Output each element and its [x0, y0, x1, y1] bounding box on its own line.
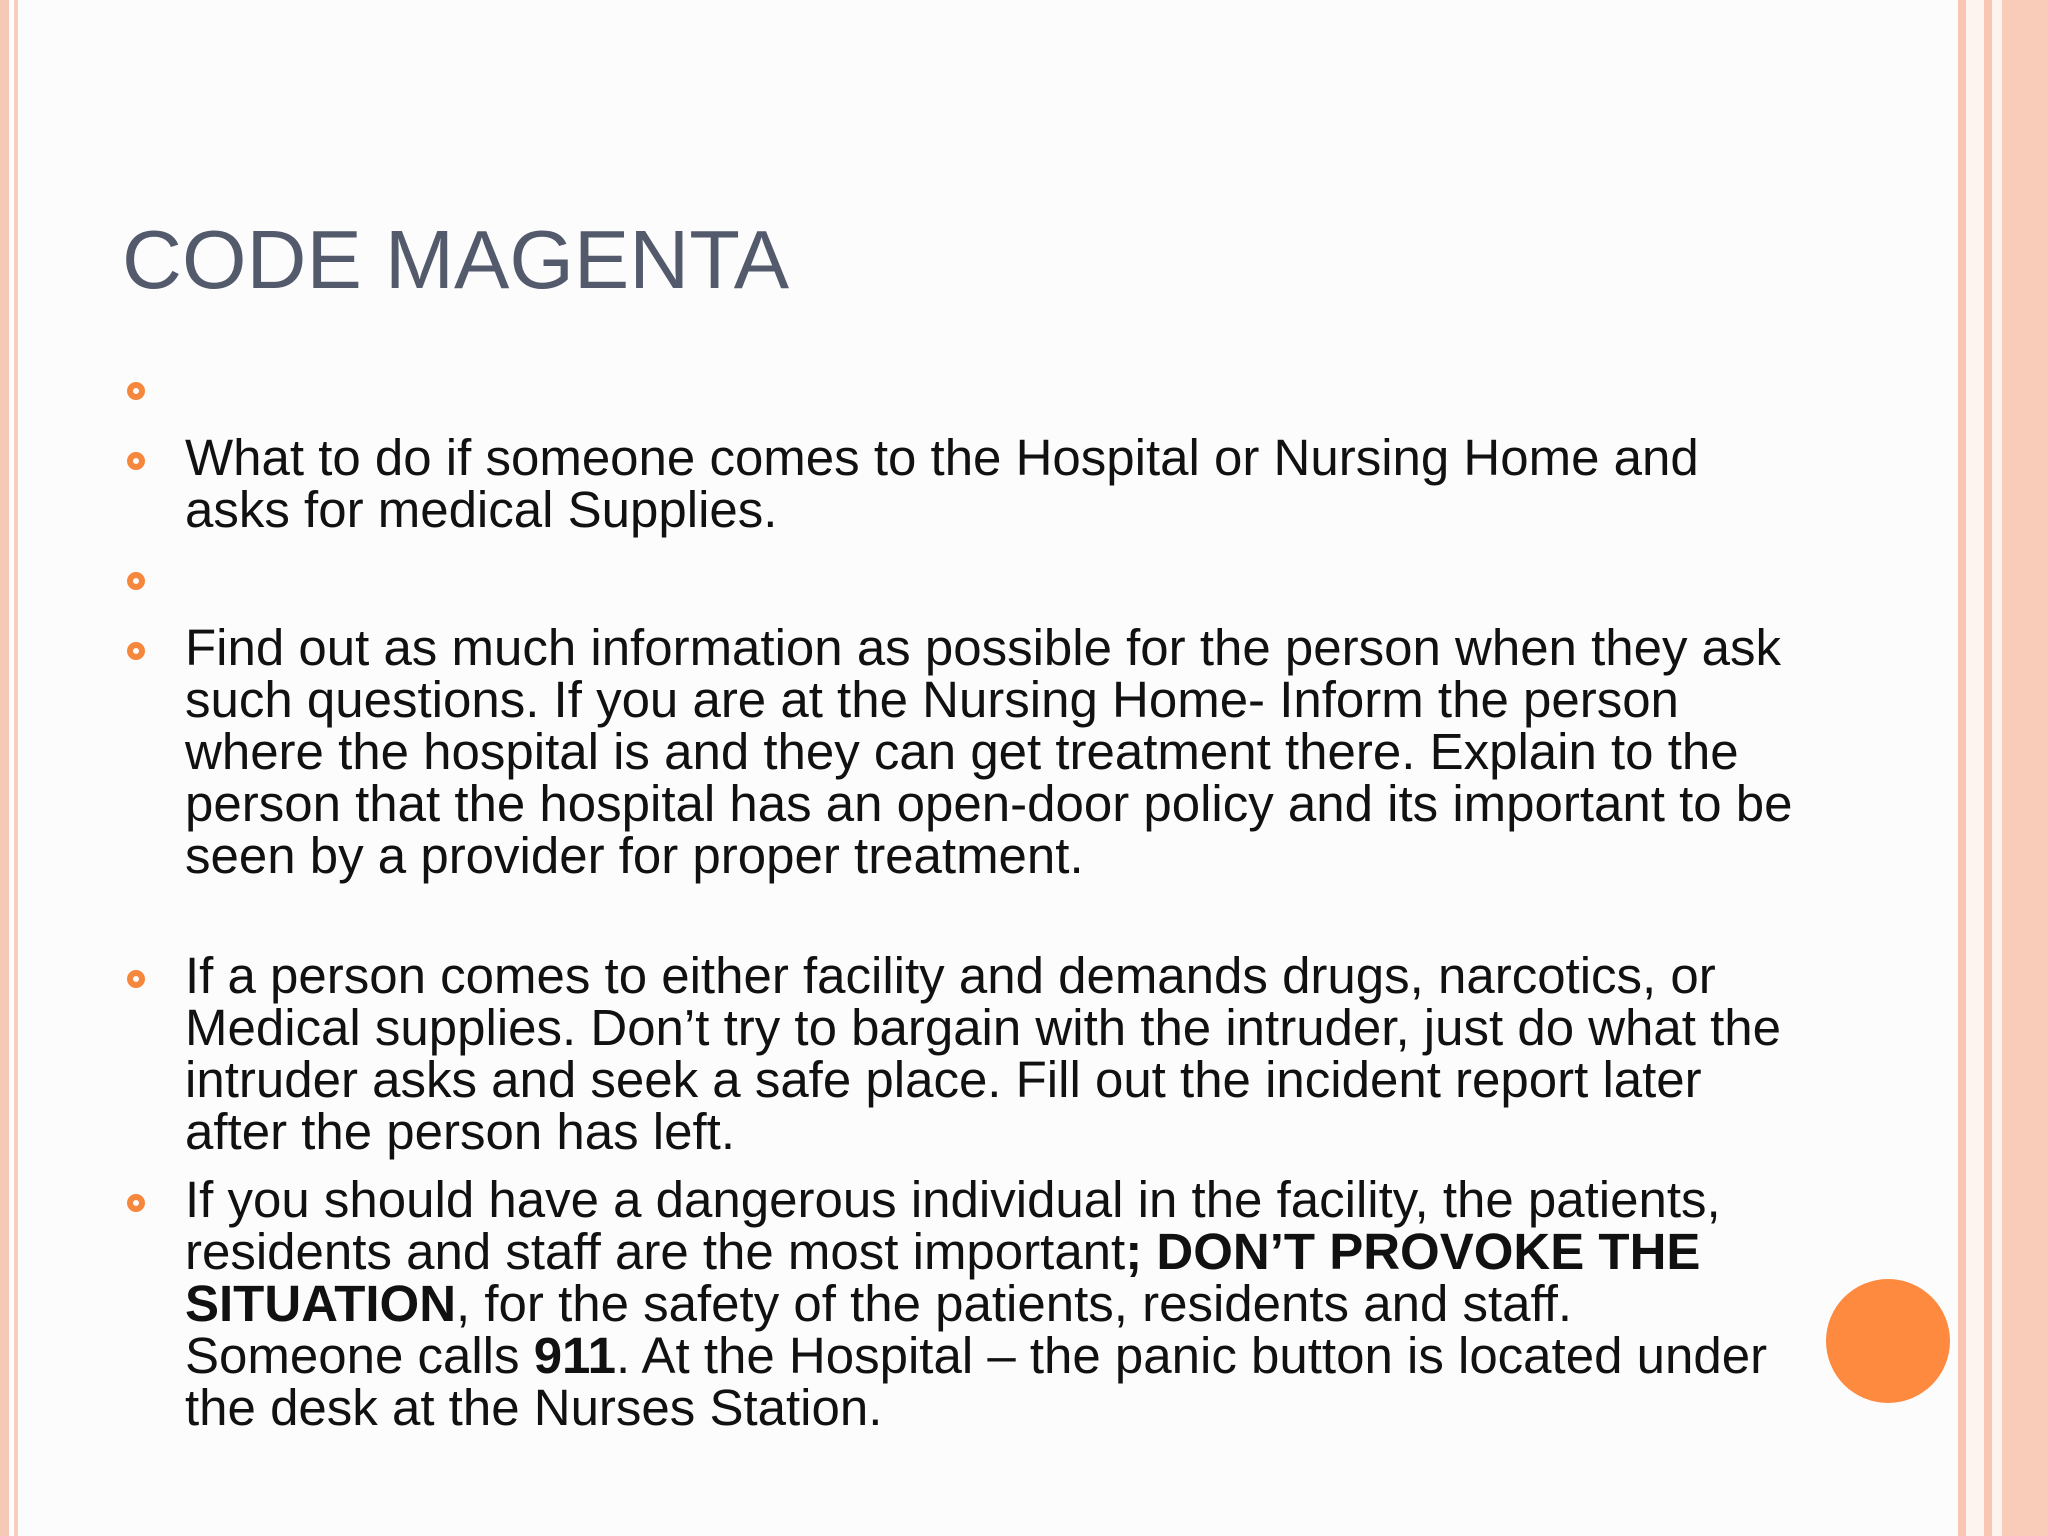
bullet-circle-icon [127, 382, 145, 400]
left-border-stripe-thin [14, 0, 18, 1536]
bullet-circle-icon [127, 572, 145, 590]
right-border-stripe [1984, 0, 1992, 1536]
bullet-text: If a person comes to either facility and demands drugs, narcotics, or Medical supplies. Don’t try to bargain with the intruder, just do what the intruder asks and seek a safe place. Fill out the incident report later after the person has left. [185, 947, 1782, 1160]
bullet-text: What to do if someone comes to the Hospital or Nursing Home and asks for medical Supplies. [185, 429, 1699, 538]
left-border-stripe [0, 0, 9, 1536]
accent-circle [1826, 1279, 1950, 1403]
bullet-text: Find out as much information as possible for the person when they ask such questions. If you are at the Nursing Home- Inform the person where the hospital is and they can get treatment there. Explain to the person that the hospital has an open-door policy and its important to be seen by a provider for proper treatment. [185, 619, 1793, 884]
bullet-circle-icon [127, 642, 145, 660]
bullet-circle-icon [127, 1194, 145, 1212]
bullet-circle-icon [127, 452, 145, 470]
bullet-text-bold: ; DON’T PROVOKE THE SITUATION [185, 1223, 1701, 1332]
right-border-gap [1966, 0, 1984, 1536]
right-border-gap [1992, 0, 2002, 1536]
bullet-text-bold: 911 [533, 1327, 616, 1384]
bullet-circle-icon [127, 970, 145, 988]
bullet-text-part: , for the safety of the patients, residents and staff. Someone calls [185, 1275, 1573, 1384]
bullet-text-part: If you should have a dangerous individual in the facility, the patients, residents and staff are the most important [185, 1171, 1721, 1280]
bullet-text-part: . At the Hospital – the panic button is located under the desk at the Nurses Station. [185, 1327, 1768, 1436]
right-border-stripe [1958, 0, 1966, 1536]
slide-title: CODE MAGENTA [122, 213, 790, 306]
right-border-band [2002, 0, 2048, 1536]
bullet-text [185, 1171, 1795, 1436]
